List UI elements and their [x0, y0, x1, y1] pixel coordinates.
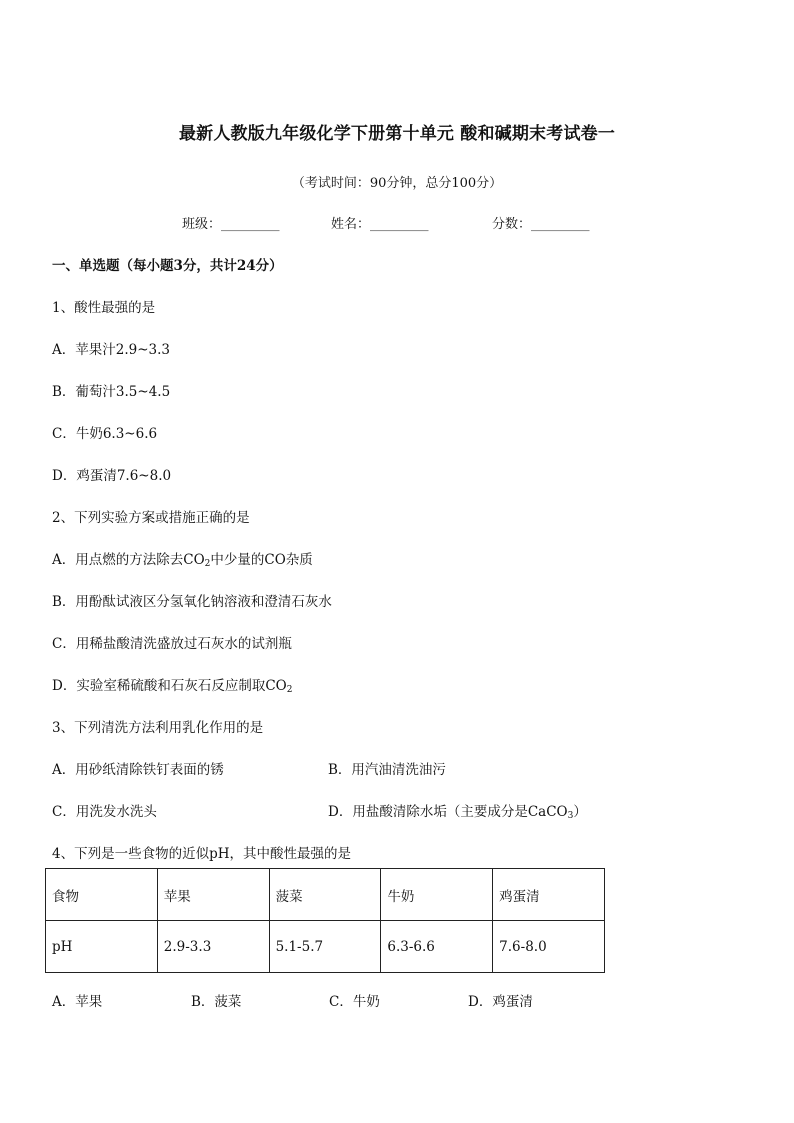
- table-cell: 7.6-8.0: [493, 921, 605, 973]
- q1-stem: 1、酸性最强的是: [52, 300, 156, 316]
- q4-option-c: C．牛奶: [329, 994, 380, 1010]
- table-cell: 牛奶: [381, 869, 493, 921]
- table-cell: 食物: [46, 869, 158, 921]
- q4-option-b: B．菠菜: [191, 994, 242, 1010]
- table-cell: 菠菜: [269, 869, 381, 921]
- table-row: [46, 869, 605, 921]
- q1-option-d: D．鸡蛋清7.6~8.0: [52, 468, 172, 484]
- section-heading: 一、单选题（每小题3分，共计24分）: [52, 258, 283, 274]
- q3-stem: 3、下列清洗方法利用乳化作用的是: [52, 720, 264, 736]
- table-row: [46, 921, 605, 973]
- table-cell: 5.1-5.7: [269, 921, 381, 973]
- table-cell: 2.9-3.3: [157, 921, 269, 973]
- q3-option-c: C．用洗发水洗头: [52, 804, 157, 820]
- score-field: 分数：_________: [492, 217, 590, 232]
- name-field: 姓名：_________: [331, 217, 429, 232]
- table-cell: 鸡蛋清: [493, 869, 605, 921]
- q2-option-d: D．实验室稀硫酸和石灰石反应制取$CO_2$: [52, 678, 293, 695]
- q2-option-a: A．用点燃的方法除去$CO_2$中少量的CO杂质: [52, 552, 313, 569]
- q4-option-d: D．鸡蛋清: [468, 994, 533, 1010]
- q3-option-d: D．用盐酸清除水垢（主要成分是CaCO$_3$）: [328, 804, 587, 821]
- q3-option-b: B．用汽油清洗油污: [328, 762, 446, 778]
- table-cell: 6.3-6.6: [381, 921, 493, 973]
- exam-subtitle: （考试时间：90分钟，总分100分）: [291, 176, 503, 191]
- ph-table: [45, 868, 605, 973]
- table-cell: 苹果: [157, 869, 269, 921]
- q2-option-c: C．用稀盐酸清洗盛放过石灰水的试剂瓶: [52, 636, 292, 652]
- q1-option-c: C．牛奶6.3~6.6: [52, 426, 158, 442]
- q1-option-a: A．苹果汁2.9~3.3: [52, 342, 170, 358]
- q2-stem: 2、下列实验方案或措施正确的是: [52, 510, 250, 526]
- q1-option-b: B．葡萄汁3.5~4.5: [52, 384, 171, 400]
- q2-option-b: B．用酚酞试液区分氢氧化钠溶液和澄清石灰水: [52, 594, 332, 610]
- exam-title: 最新人教版九年级化学下册第十单元 酸和碱期末考试卷一: [178, 124, 616, 144]
- table-cell: pH: [46, 921, 158, 973]
- q4-stem: 4、下列是一些食物的近似pH，其中酸性最强的是: [52, 846, 352, 862]
- q3-option-a: A．用砂纸清除铁钉表面的锈: [52, 762, 224, 778]
- class-field: 班级：_________: [182, 217, 280, 232]
- q4-option-a: A．苹果: [52, 994, 103, 1010]
